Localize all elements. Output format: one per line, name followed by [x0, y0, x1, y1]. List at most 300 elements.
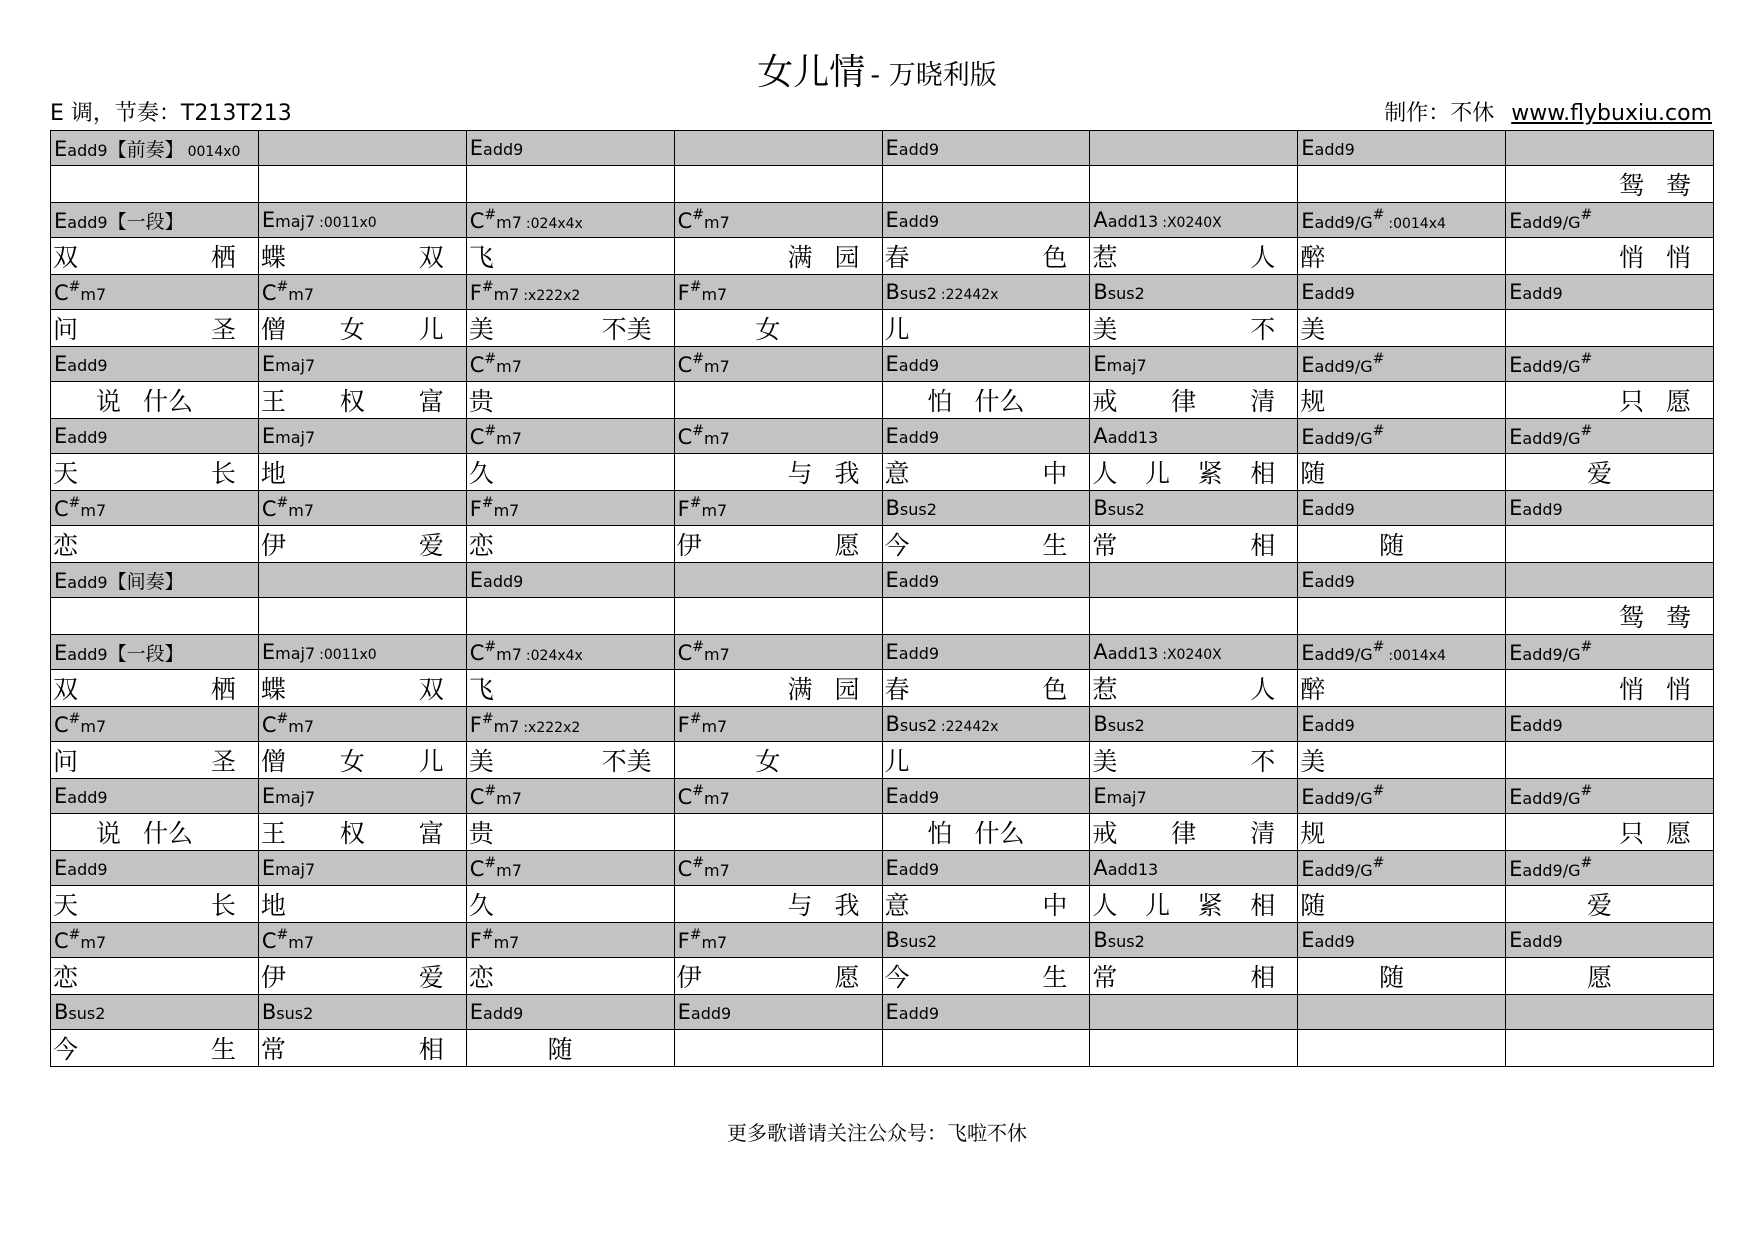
lyric-word: 只 [1618, 387, 1644, 416]
lyric-cell [1090, 742, 1298, 779]
chord-quality: add9 [898, 140, 940, 159]
lyric-word: 悄 [1665, 675, 1691, 704]
lyric-cell [51, 526, 259, 563]
lyric-group [675, 526, 882, 562]
chord-root: E [1509, 209, 1523, 233]
chord-quality: add9 [1522, 284, 1563, 303]
chord-quality: m7 [496, 429, 522, 448]
chord-cell [258, 491, 466, 526]
lyric-word: 爱 [1587, 891, 1613, 920]
lyric-group [883, 670, 1090, 706]
lyric-word: 美 [468, 747, 494, 776]
lyric-group [51, 454, 258, 490]
lyric-word: 富 [418, 387, 444, 416]
lyric-cell [258, 958, 466, 995]
chord-root: E [54, 784, 68, 808]
chord-quality: m7 [493, 717, 520, 736]
lyric-word: 鸯 [1665, 603, 1691, 632]
chord-fingering: 0014x0 [187, 143, 241, 160]
lyric-group [467, 454, 674, 490]
chord-bass-sharp: # [1580, 855, 1593, 871]
lyric-word: 地 [260, 459, 286, 488]
chord-cell [674, 779, 882, 814]
lyric-word: 愿 [1665, 819, 1691, 848]
chord-cell [258, 707, 466, 742]
chord-quality: maj7 [275, 644, 316, 663]
lyric-cell [1506, 886, 1714, 923]
lyric-cell [466, 598, 674, 635]
lyric-word: 紧 [1197, 459, 1223, 488]
chord-quality: m7 [704, 645, 730, 664]
chord-row [51, 347, 1714, 382]
chord-sharp: # [481, 711, 494, 727]
lyric-group [467, 1030, 674, 1066]
lyric-word: 什么 [142, 387, 193, 416]
lyric-word: 美 [1092, 315, 1118, 344]
chord-sharp: # [68, 495, 81, 511]
chord-quality: add9 [898, 860, 940, 879]
chord-quality: add9 [898, 644, 940, 663]
chord-root: E [1509, 785, 1523, 809]
chord-cell [882, 491, 1090, 526]
chord-cell [51, 275, 259, 310]
lyric-cell [51, 238, 259, 275]
lyric-cell [258, 886, 466, 923]
lyric-group [1506, 382, 1713, 418]
lyric-word: 怕 [927, 387, 953, 416]
lyric-cell [1090, 310, 1298, 347]
chord-root: E [1509, 496, 1523, 520]
lyric-group [1506, 454, 1713, 490]
lyric-group [259, 670, 466, 706]
lyric-word: 规 [1300, 819, 1326, 848]
chord-sharp: # [276, 279, 289, 295]
chord-sharp: # [68, 927, 81, 943]
chord-quality: maj7 [1106, 788, 1147, 807]
lyric-word: 春 [884, 675, 910, 704]
lyric-cell [1090, 670, 1298, 707]
chord-sharp: # [276, 495, 289, 511]
chord-bass-sharp: # [1372, 423, 1385, 439]
chord-root: E [885, 352, 899, 376]
lyric-word: 爱 [1587, 459, 1613, 488]
chord-cell [1090, 275, 1298, 310]
lyric-cell [882, 454, 1090, 491]
lyric-cell [51, 454, 259, 491]
chord-root: A [1093, 856, 1108, 880]
chord-row [51, 707, 1714, 742]
chord-root: B [885, 280, 900, 304]
lyric-group [1298, 526, 1505, 562]
chord-quality: m7 [704, 789, 730, 808]
chord-cell [466, 203, 674, 238]
lyric-group [259, 454, 466, 490]
chord-cell [1090, 563, 1298, 598]
chord-root: E [885, 136, 899, 160]
chord-root: C [54, 713, 69, 737]
chord-quality: add9/G [1522, 645, 1581, 664]
chord-quality: m7 [80, 501, 107, 520]
chord-root: F [677, 281, 690, 305]
lyric-group [259, 742, 466, 778]
chord-sharp: # [484, 207, 497, 223]
lyric-cell [1298, 958, 1506, 995]
lyric-word: 女 [339, 315, 365, 344]
chord-quality: add9/G [1314, 861, 1373, 880]
chord-root: E [1301, 280, 1315, 304]
chord-sharp: # [692, 423, 705, 439]
lyric-word: 律 [1171, 819, 1197, 848]
lyric-word: 伊 [260, 963, 286, 992]
lyric-word: 双 [53, 675, 79, 704]
lyric-word: 双 [418, 243, 444, 272]
chord-root: E [1509, 857, 1523, 881]
chord-cell [1298, 923, 1506, 958]
chord-quality: maj7 [275, 860, 316, 879]
lyric-word: 今 [53, 1035, 79, 1064]
chord-root: E [1301, 857, 1315, 881]
section-label: 【一段】 [107, 642, 184, 665]
chord-quality: add9 [1522, 716, 1563, 735]
chord-cell [674, 635, 882, 670]
chord-cell [51, 347, 259, 382]
lyric-cell [1298, 670, 1506, 707]
chord-root: B [885, 496, 900, 520]
lyric-group [467, 670, 674, 706]
lyric-group [1506, 958, 1713, 994]
lyric-word: 美 [1300, 315, 1326, 344]
lyric-cell [674, 238, 882, 275]
lyric-word: 权 [339, 387, 365, 416]
chord-cell [674, 995, 882, 1030]
lyric-row [51, 742, 1714, 779]
chord-root: E [54, 424, 68, 448]
section-label: 【前奏】 [107, 138, 184, 161]
lyric-cell [258, 526, 466, 563]
chord-root: E [677, 1000, 691, 1024]
chord-quality: sus2 [899, 284, 937, 303]
lyric-cell [1298, 166, 1506, 203]
chord-quality: add9 [483, 1004, 524, 1023]
lyric-word: 我 [834, 459, 860, 488]
lyric-cell [882, 382, 1090, 419]
lyric-cell [1298, 814, 1506, 851]
lyric-word: 圣 [210, 747, 236, 776]
lyric-group [883, 526, 1090, 562]
chord-root: E [1509, 928, 1523, 952]
chord-fingering: :x222x2 [523, 720, 581, 736]
lyric-cell [1506, 238, 1714, 275]
lyric-group [1090, 670, 1297, 706]
lyric-word: 怕 [927, 819, 953, 848]
lyric-word: 愿 [1665, 387, 1691, 416]
chord-quality: add9 [1314, 140, 1355, 159]
lyric-cell [1090, 526, 1298, 563]
chord-sharp: # [68, 279, 81, 295]
chord-cell [1298, 635, 1506, 670]
chord-bass-sharp: # [1580, 783, 1593, 799]
lyric-cell [674, 310, 882, 347]
chord-sharp: # [484, 639, 497, 655]
lyric-word: 儿 [884, 747, 910, 776]
lyric-cell [674, 886, 882, 923]
lyric-cell [882, 1030, 1090, 1067]
lyric-row [51, 454, 1714, 491]
lyric-word: 相 [418, 1035, 444, 1064]
chord-root: C [469, 425, 485, 449]
chord-cell [674, 707, 882, 742]
lyric-word: 问 [53, 747, 79, 776]
chord-bass-sharp: # [1580, 207, 1593, 223]
chord-root: C [469, 209, 485, 233]
lyric-word: 生 [1042, 963, 1068, 992]
chord-root: E [261, 352, 276, 376]
chord-cell [1090, 851, 1298, 886]
chord-bass-sharp: # [1372, 783, 1385, 799]
chord-cell [51, 779, 259, 814]
chord-root: E [261, 784, 276, 808]
chord-quality: add9 [690, 1004, 732, 1023]
lyric-word: 悄 [1618, 243, 1644, 272]
chord-root: C [54, 281, 69, 305]
chord-quality: add9 [1314, 932, 1355, 951]
chord-root: E [469, 568, 484, 592]
chord-cell [51, 491, 259, 526]
lyric-group [1090, 814, 1297, 850]
chord-cell [51, 923, 259, 958]
lyric-row [51, 958, 1714, 995]
chord-cell [674, 347, 882, 382]
lyric-word: 爱 [418, 531, 444, 560]
lyric-group [1298, 742, 1505, 778]
lyric-word: 恋 [53, 963, 79, 992]
chord-quality: sus2 [1107, 932, 1145, 951]
chord-cell [466, 563, 674, 598]
chord-root: E [469, 136, 484, 160]
lyric-group [883, 382, 1090, 418]
lyric-word: 伊 [676, 531, 702, 560]
lyric-group [259, 958, 466, 994]
lyric-word: 满 [787, 243, 813, 272]
lyric-cell [882, 310, 1090, 347]
lyric-word: 只 [1618, 819, 1644, 848]
lyric-row [51, 526, 1714, 563]
lyric-word: 问 [53, 315, 79, 344]
chord-quality: add9 [483, 572, 524, 591]
lyric-group [259, 526, 466, 562]
lyric-word: 随 [1300, 891, 1326, 920]
chord-cell [1090, 707, 1298, 742]
lyric-group [51, 310, 258, 346]
chord-root: A [1093, 640, 1108, 664]
chord-cell [51, 707, 259, 742]
lyric-word: 恋 [53, 531, 79, 560]
chord-quality: maj7 [1106, 356, 1147, 375]
lyric-word: 清 [1250, 387, 1276, 416]
chord-cell [1090, 635, 1298, 670]
lyric-cell [466, 454, 674, 491]
lyric-group [467, 382, 674, 418]
chord-cell [1298, 707, 1506, 742]
chord-quality: add9/G [1522, 357, 1581, 376]
chord-quality: add9/G [1522, 789, 1581, 808]
chord-root: E [54, 568, 68, 593]
lyric-word: 常 [1092, 531, 1118, 560]
lyric-cell [1298, 382, 1506, 419]
lyric-word: 常 [260, 1035, 286, 1064]
chord-cell [674, 275, 882, 310]
lyric-word: 爱 [418, 963, 444, 992]
chord-quality: add9/G [1522, 861, 1581, 880]
chord-sheet-body [51, 131, 1714, 1067]
chord-quality: add9 [898, 356, 940, 375]
chord-root: E [885, 568, 899, 592]
lyric-row [51, 670, 1714, 707]
chord-quality: sus2 [1107, 500, 1145, 519]
chord-sharp: # [484, 423, 497, 439]
lyric-cell [466, 958, 674, 995]
chord-sharp: # [68, 711, 81, 727]
chord-quality: add9 [67, 644, 108, 664]
chord-root: E [885, 784, 899, 808]
lyric-word: 色 [1042, 675, 1068, 704]
lyric-cell [882, 238, 1090, 275]
chord-root: E [1093, 352, 1107, 376]
chord-cell [466, 491, 674, 526]
lyric-word: 愿 [834, 963, 860, 992]
lyric-word: 紧 [1197, 891, 1223, 920]
lyric-row [51, 886, 1714, 923]
lyric-group [467, 886, 674, 922]
chord-cell [1506, 131, 1714, 166]
chord-cell [1090, 491, 1298, 526]
chord-quality: add9 [67, 788, 108, 807]
lyric-cell [51, 310, 259, 347]
chord-root: F [677, 497, 690, 521]
chord-cell [1506, 275, 1714, 310]
key-and-rhythm: E 调，节奏：T213T213 [50, 101, 292, 126]
lyric-word: 儿 [884, 315, 910, 344]
lyric-word: 相 [1250, 459, 1276, 488]
chord-quality: sus2 [899, 716, 937, 735]
chord-quality: m7 [493, 285, 520, 304]
lyric-group [467, 526, 674, 562]
chord-root: E [261, 208, 276, 232]
chord-quality: m7 [80, 285, 107, 304]
lyric-row [51, 238, 1714, 275]
lyric-cell [51, 958, 259, 995]
chord-cell [674, 851, 882, 886]
chord-cell [1090, 995, 1298, 1030]
lyric-cell [1090, 1030, 1298, 1067]
chord-quality: m7 [496, 645, 522, 664]
lyric-cell [466, 742, 674, 779]
chord-quality: sus2 [899, 500, 937, 519]
chord-fingering: :22442x [940, 287, 999, 303]
chord-cell [51, 419, 259, 454]
chord-quality: m7 [701, 285, 728, 304]
chord-cell [258, 419, 466, 454]
chord-root: E [54, 352, 68, 376]
lyric-cell [1506, 382, 1714, 419]
lyric-group [51, 670, 258, 706]
chord-quality: add9/G [1522, 429, 1581, 448]
lyric-row [51, 814, 1714, 851]
chord-fingering: :024x4x [525, 216, 583, 232]
lyric-group [259, 382, 466, 418]
chord-quality: maj7 [275, 212, 316, 231]
lyric-cell [1298, 526, 1506, 563]
lyric-cell [1506, 1030, 1714, 1067]
lyric-word: 清 [1250, 819, 1276, 848]
lyric-group [1090, 454, 1297, 490]
lyric-word: 儿 [1144, 459, 1170, 488]
chord-root: E [1509, 641, 1523, 665]
lyric-cell [674, 670, 882, 707]
chord-root: C [261, 497, 277, 521]
chord-cell [882, 347, 1090, 382]
title-version: - 万晓利版 [870, 60, 997, 91]
lyric-word: 僧 [260, 747, 286, 776]
website-link[interactable]: www.flybuxiu.com [1511, 101, 1712, 126]
song-title [0, 44, 1754, 95]
lyric-cell [674, 166, 882, 203]
chord-row [51, 851, 1714, 886]
chord-quality: add9 [1314, 500, 1355, 519]
lyric-word: 地 [260, 891, 286, 920]
chord-root: C [54, 497, 69, 521]
chord-sharp: # [484, 855, 497, 871]
chord-cell [674, 563, 882, 598]
lyric-word: 王 [260, 819, 286, 848]
chord-quality: add13 [1107, 212, 1159, 231]
chord-cell [1090, 419, 1298, 454]
chord-sharp: # [689, 495, 702, 511]
lyric-word: 律 [1171, 387, 1197, 416]
lyric-word: 人 [1250, 675, 1276, 704]
lyric-cell [1090, 166, 1298, 203]
chord-fingering: :0011x0 [319, 215, 377, 231]
lyric-cell [466, 166, 674, 203]
lyric-group [1298, 670, 1505, 706]
lyric-word: 双 [418, 675, 444, 704]
chord-quality: m7 [288, 717, 315, 736]
chord-cell [882, 203, 1090, 238]
chord-sharp: # [276, 711, 289, 727]
chord-root: E [1301, 496, 1315, 520]
chord-quality: m7 [493, 501, 520, 520]
title-main: 女儿情 [757, 52, 866, 93]
lyric-word: 久 [468, 891, 494, 920]
chord-root: C [261, 713, 277, 737]
lyric-cell [258, 814, 466, 851]
lyric-group [1090, 238, 1297, 274]
chord-root: F [469, 713, 482, 737]
chord-quality: add9 [898, 428, 940, 447]
chord-quality: m7 [493, 933, 520, 952]
chord-root: E [885, 208, 899, 232]
lyric-group [1090, 958, 1297, 994]
lyric-cell [674, 958, 882, 995]
lyric-group [675, 238, 882, 274]
lyric-cell [51, 814, 259, 851]
lyric-word: 悄 [1618, 675, 1644, 704]
chord-cell [1298, 851, 1506, 886]
lyric-cell [466, 238, 674, 275]
chord-cell [1506, 491, 1714, 526]
lyric-row [51, 382, 1714, 419]
chord-quality: m7 [288, 501, 315, 520]
